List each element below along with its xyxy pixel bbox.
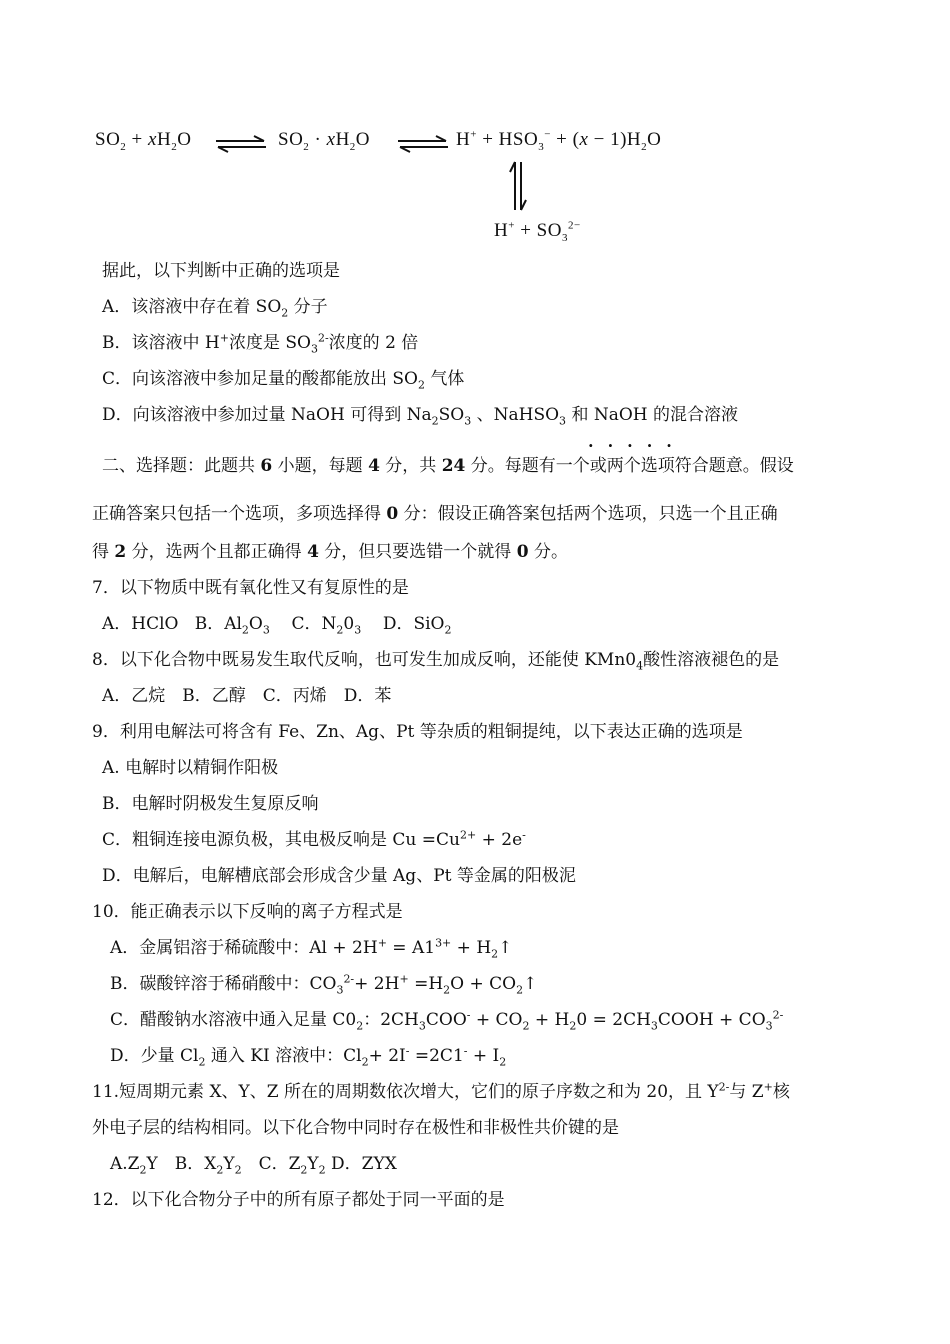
q11-stem-line2: 外电子层的结构相同。以下化合物中同时存在极性和非极性共价键的是: [92, 1118, 619, 1138]
q9-option-d: D．电解后，电解槽底部会形成含少量 Ag、Pt 等金属的阳极泥: [102, 866, 576, 886]
q10-option-d: D．少量 $Cl_2$ 通入 KI 溶液中：$Cl_2+ 2I^- =2C1^- + I_2$: [110, 1044, 507, 1069]
q11-options: $A.Z_2Y$ B．$X_2Y_2$ C．$Z_2Y_2$ D．ZYX: [110, 1154, 397, 1177]
section2-instructions-line2: 正确答案只包括一个选项，多项选择得 0 分：假设正确答案包括两个选项，只选一个且正确: [92, 504, 778, 524]
q9-option-c: C．粗铜连接电源负极，其电极反响是 $Cu =Cu^{2+} + 2e^-$: [102, 828, 526, 850]
q10-option-a: A．金属铝溶于稀硫酸中：$Al + 2H^+ = A1^{3+}$ + $H_2↑$: [110, 936, 513, 961]
equation-term-so3: $H^+ + SO_3^{2-}$: [494, 219, 581, 244]
q9-stem: 9．利用电解法可将含有 Fe、Zn、Ag、Pt 等杂质的粗铜提纯，以下表达正确的选项是: [92, 722, 743, 742]
q6-option-a: A．该溶液中存在着 $SO_2$ 分子: [102, 297, 328, 320]
q9-option-b: B．电解时阴极发生复原反响: [102, 794, 319, 814]
equation-term-so2-water: $SO_2 + xH_2O$: [95, 129, 192, 153]
equilibrium-arrow-vertical: [509, 160, 527, 212]
q11-stem-line1: 11.短周期元素 X、Y、Z 所在的周期数依次增大，它们的原子序数之和为 20，且 $Y^{2-}$与 Z+核: [92, 1080, 790, 1102]
equation-term-so2-xh2o: $SO_2 \cdot xH_2O$: [278, 129, 371, 153]
q10-option-c: C．醋酸钠水溶液中通入足量 $C0_2$：$2CH_3COO^- + CO_2 + H_20$ = $2CH_3COOH + CO_3^{2-}$: [110, 1008, 784, 1033]
q10-option-b: B．碳酸锌溶于稀硝酸中：$CO_3^{2-}+ 2H^+ =H_2O$ + $CO_2↑$: [110, 972, 538, 997]
q7-options: A．HClO B．$Al_2O_3$ C．$N_20_3$ D．SiO$_2$: [102, 614, 452, 637]
q12-stem: 12．以下化合物分子中的所有原子都处于同一平面的是: [92, 1190, 505, 1210]
q6-stem: 据此，以下判断中正确的选项是: [102, 261, 340, 281]
q8-stem: 8．以下化合物中既易发生取代反响，也可发生加成反响，还能使 $KMn0_4$酸性溶液褪色的是: [92, 650, 780, 673]
q8-options: A．乙烷 B．乙醇 C．丙烯 D．苯: [102, 686, 392, 706]
equilibrium-arrow-2: [396, 135, 450, 153]
equilibrium-arrow-1: [214, 135, 268, 153]
q6-option-c: C．向该溶液中参加足量的酸都能放出 $SO_2$ 气体: [102, 369, 465, 392]
q7-stem: 7．以下物质中既有氧化性又有复原性的是: [92, 578, 409, 598]
q6-option-b: B．该溶液中 H+浓度是 $SO_3^{2-}$浓度的 2 倍: [102, 331, 419, 356]
section2-instructions-line1: 二、选择题：此题共 6 小题，每题 4 分，共 24 分。每题有一个或两个选项符合题意。假设: [102, 456, 794, 476]
q10-stem: 10．能正确表示以下反响的离子方程式是: [92, 902, 403, 922]
q9-option-a: A. 电解时以精铜作阳极: [102, 758, 279, 778]
equation-term-hso3: $H^+ + HSO_3^- + (x - 1)H_2O$: [456, 128, 662, 153]
q6-option-d: D．向该溶液中参加过量 NaOH 可得到 $Na_2SO_3$ 、NaHSO$_3$ 和 NaOH 的混合溶液: [102, 405, 739, 428]
section2-instructions-line3: 得 2 分，选两个且都正确得 4 分，但只要选错一个就得 0 分。: [92, 542, 568, 562]
emphasis-dots: ·····: [588, 436, 686, 455]
